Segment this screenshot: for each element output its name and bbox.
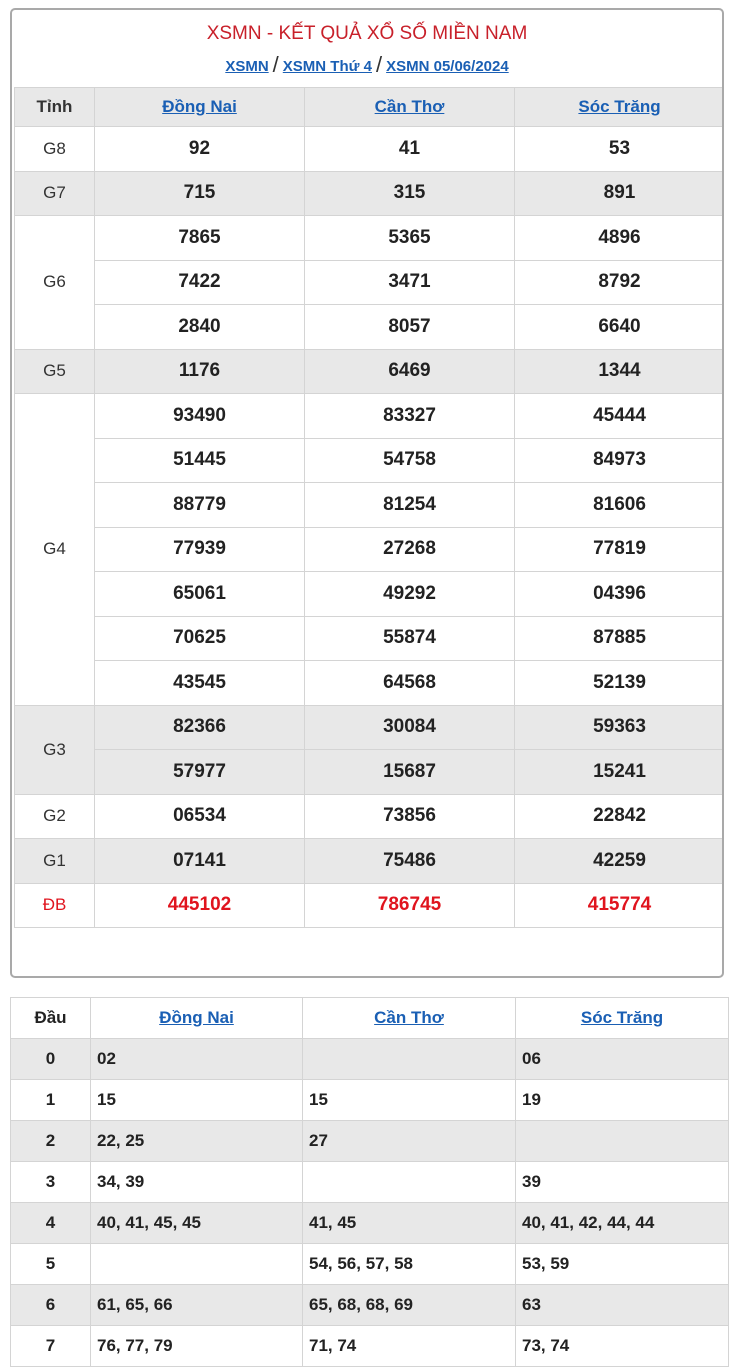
- prize-number: 77819: [515, 527, 725, 572]
- prize-row-g6: [15, 216, 725, 261]
- prize-number: 445102: [95, 883, 305, 928]
- prize-label: G1: [15, 839, 95, 884]
- dau-values: 40, 41, 42, 44, 44: [516, 1203, 729, 1244]
- dau-row: [11, 1080, 729, 1121]
- prize-row-db: [15, 883, 725, 928]
- prize-number: 51445: [95, 438, 305, 483]
- prize-number: 1176: [95, 349, 305, 394]
- prize-number: 84973: [515, 438, 725, 483]
- dau-values: 65, 68, 68, 69: [303, 1285, 516, 1326]
- dau-row: [11, 1203, 729, 1244]
- results-table: [14, 87, 724, 928]
- dau-values: 34, 39: [91, 1162, 303, 1203]
- prize-number: 45444: [515, 394, 725, 439]
- column-header-dau: Đầu: [11, 998, 91, 1039]
- column-header-tinh: Tỉnh: [15, 88, 95, 127]
- breadcrumb-separator: /: [272, 52, 279, 77]
- prize-number: 57977: [95, 750, 305, 795]
- dau-values: 22, 25: [91, 1121, 303, 1162]
- dau-values: 27: [303, 1121, 516, 1162]
- dau-row: [11, 1244, 729, 1285]
- prize-number: 54758: [305, 438, 515, 483]
- dau-digit: 3: [11, 1162, 91, 1203]
- prize-number: 715: [95, 171, 305, 216]
- dau-values: 40, 41, 45, 45: [91, 1203, 303, 1244]
- prize-number: 81606: [515, 483, 725, 528]
- dau-values: 63: [516, 1285, 729, 1326]
- dau-digit: 0: [11, 1039, 91, 1080]
- dau-row: [11, 1285, 729, 1326]
- dau-row: [11, 1162, 729, 1203]
- prize-number: 73856: [305, 794, 515, 839]
- prize-number: 315: [305, 171, 515, 216]
- dau-values: 15: [303, 1080, 516, 1121]
- dau-values: [303, 1162, 516, 1203]
- prize-number: 43545: [95, 661, 305, 706]
- dau-values: 61, 65, 66: [91, 1285, 303, 1326]
- prize-number: 49292: [305, 572, 515, 617]
- prize-row-g8: [15, 127, 725, 172]
- prize-number: 6469: [305, 349, 515, 394]
- prize-row-g3: [15, 750, 725, 795]
- dau-province-link-can-tho[interactable]: Cần Thơ: [374, 1008, 444, 1027]
- prize-row-g7: [15, 171, 725, 216]
- page-title: XSMN - KẾT QUẢ XỔ SỐ MIỀN NAM: [206, 23, 528, 44]
- prize-number: 27268: [305, 527, 515, 572]
- dau-digit: 5: [11, 1244, 91, 1285]
- dau-body: [11, 1039, 729, 1367]
- dau-values: 71, 74: [303, 1326, 516, 1367]
- prize-row-g4: [15, 483, 725, 528]
- prize-number: 8792: [515, 260, 725, 305]
- dau-row: [11, 1326, 729, 1367]
- prize-number: 4896: [515, 216, 725, 261]
- prize-label: G7: [15, 171, 95, 216]
- prize-number: 75486: [305, 839, 515, 884]
- prize-number: 64568: [305, 661, 515, 706]
- prize-number: 77939: [95, 527, 305, 572]
- prize-number: 88779: [95, 483, 305, 528]
- prize-number: 92: [95, 127, 305, 172]
- prize-number: 53: [515, 127, 725, 172]
- dau-digit: 6: [11, 1285, 91, 1326]
- dau-values: 73, 74: [516, 1326, 729, 1367]
- prize-number: 82366: [95, 705, 305, 750]
- prize-number: 04396: [515, 572, 725, 617]
- dau-province-link-dong-nai[interactable]: Đồng Nai: [159, 1008, 234, 1027]
- results-card: [10, 8, 724, 978]
- prize-number: 2840: [95, 305, 305, 350]
- dau-digit: 7: [11, 1326, 91, 1367]
- dau-values: [516, 1121, 729, 1162]
- column-header-province: [95, 88, 305, 127]
- prize-label: G2: [15, 794, 95, 839]
- prize-number: 6640: [515, 305, 725, 350]
- prize-number: 42259: [515, 839, 725, 884]
- prize-number: 415774: [515, 883, 725, 928]
- column-header-province: [516, 998, 729, 1039]
- dau-row: [11, 1121, 729, 1162]
- prize-label: ĐB: [15, 883, 95, 928]
- province-link-soc-trang[interactable]: Sóc Trăng: [578, 97, 661, 116]
- prize-number: 15241: [515, 750, 725, 795]
- prize-number: 7865: [95, 216, 305, 261]
- prize-number: 1344: [515, 349, 725, 394]
- prize-label: G8: [15, 127, 95, 172]
- prize-number: 83327: [305, 394, 515, 439]
- prize-number: 81254: [305, 483, 515, 528]
- prize-row-g4: [15, 527, 725, 572]
- dau-values: 39: [516, 1162, 729, 1203]
- prize-row-g3: [15, 705, 725, 750]
- dau-values: 15: [91, 1080, 303, 1121]
- prize-number: 3471: [305, 260, 515, 305]
- results-body: [15, 127, 725, 928]
- dau-province-link-soc-trang[interactable]: Sóc Trăng: [580, 1008, 664, 1027]
- prize-row-g4: [15, 572, 725, 617]
- prize-row-g4: [15, 616, 725, 661]
- dau-digit: 1: [11, 1080, 91, 1121]
- prize-number: 41: [305, 127, 515, 172]
- prize-label: G3: [15, 705, 95, 794]
- prize-number: 15687: [305, 750, 515, 795]
- prize-label: G4: [15, 394, 95, 706]
- dau-row: [11, 1039, 729, 1080]
- prize-row-g4: [15, 394, 725, 439]
- prize-row-g1: [15, 839, 725, 884]
- breadcrumb-date-link[interactable]: XSMN 05/06/2024: [386, 58, 509, 75]
- prize-number: 06534: [95, 794, 305, 839]
- breadcrumb-xsmn-link[interactable]: XSMN: [225, 58, 269, 75]
- province-link-can-tho[interactable]: Cần Thơ: [374, 97, 445, 116]
- prize-number: 93490: [95, 394, 305, 439]
- prize-row-g6: [15, 260, 725, 305]
- breadcrumb: [12, 52, 722, 78]
- prize-number: 52139: [515, 661, 725, 706]
- prize-label: G5: [15, 349, 95, 394]
- column-header-province: [91, 998, 303, 1039]
- prize-number: 70625: [95, 616, 305, 661]
- prize-number: 7422: [95, 260, 305, 305]
- prize-number: 8057: [305, 305, 515, 350]
- prize-number: 87885: [515, 616, 725, 661]
- breadcrumb-weekday-link[interactable]: XSMN Thứ 4: [282, 58, 372, 75]
- prize-number: 22842: [515, 794, 725, 839]
- prize-row-g4: [15, 661, 725, 706]
- prize-number: 891: [515, 171, 725, 216]
- column-header-province: [515, 88, 725, 127]
- prize-number: 5365: [305, 216, 515, 261]
- dau-values: 41, 45: [303, 1203, 516, 1244]
- column-header-province: [305, 88, 515, 127]
- province-link-dong-nai[interactable]: Đồng Nai: [162, 97, 237, 116]
- dau-table: [10, 997, 729, 1367]
- prize-number: 07141: [95, 839, 305, 884]
- dau-digit: 2: [11, 1121, 91, 1162]
- dau-values: [303, 1039, 516, 1080]
- prize-row-g5: [15, 349, 725, 394]
- dau-values: 19: [516, 1080, 729, 1121]
- dau-values: 53, 59: [516, 1244, 729, 1285]
- column-header-province: [303, 998, 516, 1039]
- prize-row-g6: [15, 305, 725, 350]
- prize-number: 65061: [95, 572, 305, 617]
- prize-number: 55874: [305, 616, 515, 661]
- prize-row-g2: [15, 794, 725, 839]
- dau-values: 02: [91, 1039, 303, 1080]
- dau-values: 06: [516, 1039, 729, 1080]
- dau-digit: 4: [11, 1203, 91, 1244]
- dau-values: 76, 77, 79: [91, 1326, 303, 1367]
- prize-row-g4: [15, 438, 725, 483]
- prize-label: G6: [15, 216, 95, 350]
- prize-number: 786745: [305, 883, 515, 928]
- dau-values: [91, 1244, 303, 1285]
- prize-number: 59363: [515, 705, 725, 750]
- dau-values: 54, 56, 57, 58: [303, 1244, 516, 1285]
- prize-number: 30084: [305, 705, 515, 750]
- breadcrumb-separator: /: [375, 52, 383, 77]
